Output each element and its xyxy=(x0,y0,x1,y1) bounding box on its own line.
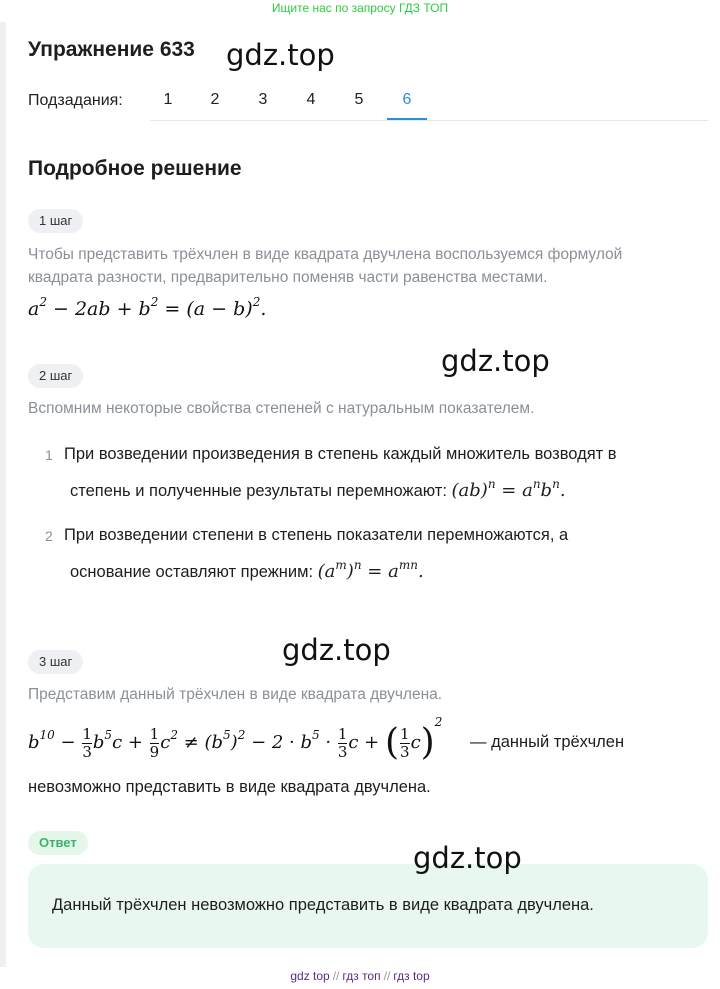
search-hint-banner: Ищите нас по запросу ГДЗ ТОП xyxy=(271,1,449,15)
step-3-text: Представим данный трёхчлен в виде квадрата двучлена. xyxy=(28,686,443,703)
subtask-tab-3[interactable]: 3 xyxy=(258,91,268,108)
step-3-conclusion: невозможно представить в виде квадрата двучлена. xyxy=(28,778,431,796)
watermark: gdz.top xyxy=(226,38,335,72)
answer-box xyxy=(28,864,708,948)
subtask-tab-4[interactable]: 4 xyxy=(306,91,316,108)
answer-text: Данный трёхчлен невозможно представить в виде квадрата двучлена. xyxy=(52,896,594,914)
subtasks-label: Подзадания: xyxy=(28,92,123,109)
step-1-formula: $a^2 - 2ab + b^2 = (a - b)^2$. xyxy=(28,295,267,320)
list-item-number: 2 xyxy=(45,528,53,544)
power-of-power-formula: $(a^m)^n = a^{mn}$. xyxy=(317,558,424,582)
step-1-badge: 1 шаг xyxy=(28,209,83,233)
list-item-text-cont: степень и полученные результаты перемножают: $(ab)^n = a^nb^n$. xyxy=(70,477,566,501)
step-3-tail-text: — данный трёхчлен xyxy=(470,733,625,751)
footer-link-gdz-top-ru[interactable]: гдз топ xyxy=(342,969,381,983)
footer-link-gdz-top[interactable]: gdz top xyxy=(290,969,330,983)
subtask-tab-1[interactable]: 1 xyxy=(163,91,173,108)
power-of-product-formula: $(ab)^n = a^nb^n$. xyxy=(451,477,566,501)
step-3-badge: 3 шаг xyxy=(28,650,83,674)
list-item-text: При возведении произведения в степень каждый множитель возводят в xyxy=(64,445,617,463)
list-item-text-cont: основание оставляют прежним: $(a^m)^n = a^{mn}$. xyxy=(70,558,424,582)
footer-links xyxy=(0,969,720,983)
footer-separator: // xyxy=(332,969,340,983)
step-2-text: Вспомним некоторые свойства степеней с натуральным показателем. xyxy=(28,400,535,417)
subtask-tab-6[interactable]: 6 xyxy=(387,84,427,120)
step-1-text-line1: Чтобы представить трёхчлен в виде квадрата двучлена воспользуемся формулой xyxy=(28,246,623,263)
answer-badge: Ответ xyxy=(28,831,88,855)
list-item-text: При возведении степени в степень показатели перемножаются, а xyxy=(64,526,569,544)
list-item-number: 1 xyxy=(45,447,53,463)
step-2-badge: 2 шаг xyxy=(28,364,83,388)
subtask-tab-5[interactable]: 5 xyxy=(354,91,364,108)
subtasks-tabs xyxy=(150,84,708,121)
watermark: gdz.top xyxy=(413,841,522,875)
watermark: gdz.top xyxy=(282,633,391,667)
section-title: Подробное решение xyxy=(28,157,242,180)
footer-link-gdz-top-mixed[interactable]: гдз top xyxy=(393,969,430,983)
step-3-expression: $b^{10}$ − $\frac{1}{3}$ $b^5c$ + $\frac{1}{9}$ $c^2 \ne (b^5)^2 - 2 \cdot b^5$ · $\frac{1}{3}$ c + ( $\frac{1}{3}$ c)$^2$ xyxy=(28,715,443,763)
step-1-text-line2: квадрата разности, предварительно поменяв части равенства местами. xyxy=(28,269,548,286)
subtask-tab-2[interactable]: 2 xyxy=(210,91,220,108)
footer-separator: // xyxy=(383,969,391,983)
watermark: gdz.top xyxy=(441,344,550,378)
exercise-title: Упражнение 633 xyxy=(28,38,195,61)
